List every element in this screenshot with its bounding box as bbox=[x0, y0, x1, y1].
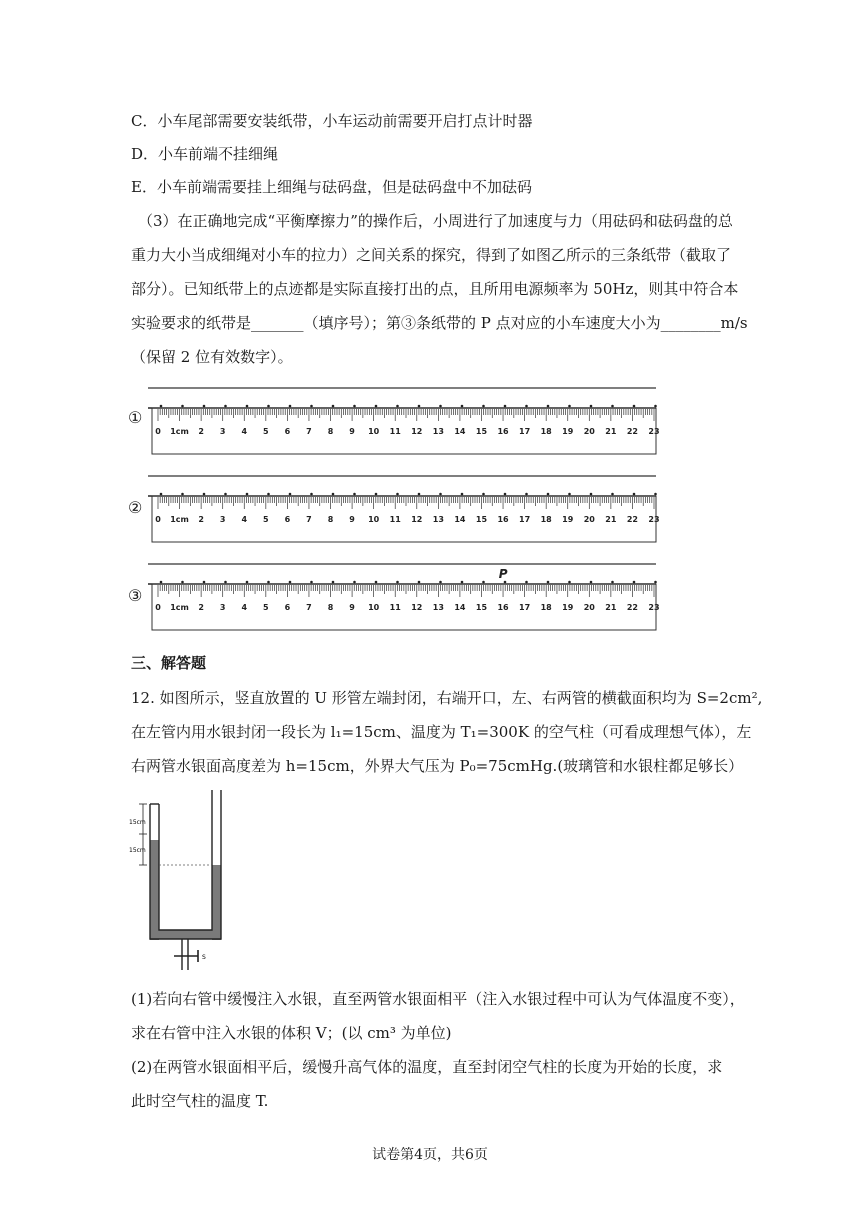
tape-dot bbox=[633, 581, 636, 584]
ruler-tick-label: 6 bbox=[284, 515, 291, 524]
ruler-tick-label: 17 bbox=[519, 427, 531, 436]
ruler-tick-label: 9 bbox=[349, 427, 355, 436]
sub2-line-2: 此时空气柱的温度 T. bbox=[131, 1092, 269, 1110]
ruler-tick-label: 3 bbox=[219, 515, 226, 524]
tapes-svg bbox=[128, 386, 658, 636]
tape-dot bbox=[461, 405, 464, 408]
tape-dot bbox=[310, 581, 313, 584]
ruler-tick-label: 2 bbox=[198, 515, 204, 524]
tape-dot bbox=[568, 493, 571, 496]
ruler-tick-label: 5 bbox=[263, 603, 269, 612]
ruler-tick-label: 18 bbox=[540, 515, 552, 524]
ruler-tick-label: 16 bbox=[497, 427, 509, 436]
tape-dot bbox=[267, 581, 270, 584]
ruler-tick-label: 7 bbox=[306, 515, 312, 524]
ruler-tick-label: 18 bbox=[540, 427, 552, 436]
ruler-tick-label: 22 bbox=[626, 515, 639, 524]
tape-dot bbox=[181, 581, 184, 584]
tape-dot bbox=[654, 405, 657, 408]
ruler-tick-label: 13 bbox=[432, 427, 444, 436]
tape-dot bbox=[654, 581, 657, 584]
section-heading: 三、解答题 bbox=[131, 654, 207, 672]
ruler-tick-label: 8 bbox=[327, 603, 334, 612]
tape-dot bbox=[525, 405, 528, 408]
ruler-tick-label: 4 bbox=[241, 515, 248, 524]
tape-dot bbox=[654, 493, 657, 496]
tape-dot bbox=[160, 581, 163, 584]
tape-dot bbox=[504, 581, 507, 584]
tape-dot bbox=[181, 493, 184, 496]
tape-dot bbox=[547, 493, 550, 496]
tape-dot bbox=[289, 405, 292, 408]
ruler-tick-label: 11 bbox=[389, 427, 401, 436]
tape-dot bbox=[590, 581, 593, 584]
q12-line-1: 12. 如图所示，竖直放置的 U 形管左端封闭，右端开口，左、右两管的横截面积均为 S=2cm², bbox=[131, 689, 763, 707]
ruler-tick-label: 3 bbox=[219, 603, 226, 612]
option-d: D．小车前端不挂细绳 bbox=[131, 145, 279, 163]
tape-dot bbox=[461, 581, 464, 584]
ruler-tick-label: 6 bbox=[284, 603, 291, 612]
tape-dot bbox=[332, 581, 335, 584]
tape-dot bbox=[396, 581, 399, 584]
tape-dot bbox=[482, 493, 485, 496]
tape-dot bbox=[547, 581, 550, 584]
q12-line-2: 在左管内用水银封闭一段长为 l₁=15cm、温度为 T₁=300K 的空气柱（可看成理想气体），左 bbox=[131, 723, 752, 741]
tape-label-3: ③ bbox=[128, 586, 143, 605]
tape-dot bbox=[590, 493, 593, 496]
tape-dot bbox=[504, 493, 507, 496]
ruler-tick-label: 7 bbox=[306, 603, 312, 612]
tape-label-1: ① bbox=[128, 408, 143, 427]
tape-dot bbox=[246, 581, 249, 584]
q12-line-3: 右两管水银面高度差为 h=15cm，外界大气压为 P₀=75cmHg.(玻璃管和水银柱都足够长） bbox=[131, 757, 744, 775]
ruler-tick-label: 20 bbox=[583, 515, 595, 524]
ruler-tick-label: 19 bbox=[562, 515, 574, 524]
tape-dot bbox=[418, 405, 421, 408]
tape-dot bbox=[160, 405, 163, 408]
ruler-tick-label: 9 bbox=[349, 603, 355, 612]
ruler-tick-label: 0 bbox=[155, 603, 161, 612]
tape-dot bbox=[353, 493, 356, 496]
ruler-tick-label: 18 bbox=[540, 603, 552, 612]
ruler-tick-label: 14 bbox=[454, 515, 466, 524]
sub1-line-1: (1)若向右管中缓慢注入水银，直至两管水银面相平（注入水银过程中可认为气体温度不变）， bbox=[131, 990, 745, 1008]
sub2-line-1: (2)在两管水银面相平后，缓慢升高气体的温度，直至封闭空气柱的长度为开始的长度，求 bbox=[131, 1058, 723, 1076]
ruler-tick-label: 16 bbox=[497, 515, 509, 524]
ruler-tick-label: 0 bbox=[155, 515, 161, 524]
tape-dot bbox=[332, 405, 335, 408]
tape-dot bbox=[353, 581, 356, 584]
tape-dot bbox=[203, 581, 206, 584]
q3-line-4: 实验要求的纸带是_______（填序号）；第③条纸带的 P 点对应的小车速度大小为________m/s bbox=[131, 314, 748, 332]
tape-label-2: ② bbox=[128, 498, 143, 517]
tape-dot bbox=[267, 405, 270, 408]
tape-dot bbox=[418, 493, 421, 496]
ruler-tick-label: 3 bbox=[219, 427, 226, 436]
tape-dot bbox=[611, 493, 614, 496]
ruler-tick-label: 15 bbox=[475, 603, 488, 612]
tape-dot bbox=[353, 405, 356, 408]
ruler-tick-label: 10 bbox=[368, 427, 380, 436]
ruler-tick-label: 15 bbox=[475, 515, 488, 524]
ruler-tick-label: 2 bbox=[198, 427, 204, 436]
ruler-tick-label: 11 bbox=[389, 603, 401, 612]
tape-dot bbox=[224, 405, 227, 408]
ruler-tick-label: 5 bbox=[263, 427, 269, 436]
ruler-tick-label: 5 bbox=[263, 515, 269, 524]
ruler-tick-label: 4 bbox=[241, 603, 248, 612]
tape-dot bbox=[439, 581, 442, 584]
ruler-tick-label: 15 bbox=[475, 427, 488, 436]
tape-dot bbox=[568, 405, 571, 408]
ruler-tick-label: 7 bbox=[306, 427, 312, 436]
tape-dot bbox=[525, 493, 528, 496]
ruler-tick-label: 17 bbox=[519, 603, 531, 612]
tape-dot bbox=[396, 405, 399, 408]
tape-figure bbox=[128, 386, 658, 636]
ruler-tick-label: 21 bbox=[605, 515, 617, 524]
ruler-tick-label: 1cm bbox=[170, 427, 189, 436]
tape-dot bbox=[332, 493, 335, 496]
ruler-tick-label: 12 bbox=[411, 515, 423, 524]
tape-dot bbox=[568, 581, 571, 584]
page-footer: 试卷第4页，共6页 bbox=[372, 1147, 488, 1163]
ruler-tick-label: 8 bbox=[327, 515, 334, 524]
ruler-tick-label: 9 bbox=[349, 515, 355, 524]
tape-dot bbox=[181, 405, 184, 408]
q3-line-3: 部分）。已知纸带上的点迹都是实际直接打出的点，且所用电源频率为 50Hz，则其中符合本 bbox=[131, 280, 739, 298]
tape-dot bbox=[633, 493, 636, 496]
tape-dot bbox=[203, 405, 206, 408]
valve-label: S bbox=[202, 954, 206, 961]
tape-dot bbox=[160, 493, 163, 496]
tape-dot bbox=[375, 493, 378, 496]
tape-dot bbox=[439, 493, 442, 496]
ruler-tick-label: 19 bbox=[562, 603, 574, 612]
dim-label-top: 15cm bbox=[129, 819, 146, 826]
ruler-tick-label: 22 bbox=[626, 603, 639, 612]
option-e: E．小车前端需要挂上细绳与砝码盘，但是砝码盘中不加砝码 bbox=[131, 178, 532, 196]
tape-dot bbox=[246, 405, 249, 408]
tape-dot bbox=[525, 581, 528, 584]
ruler-tick-label: 21 bbox=[605, 427, 617, 436]
q3-line-2: 重力大小当成细绳对小车的拉力）之间关系的探究，得到了如图乙所示的三条纸带（截取了 bbox=[131, 246, 732, 264]
ruler-tick-label: 0 bbox=[155, 427, 161, 436]
right-mercury bbox=[212, 865, 221, 940]
ruler-tick-label: 11 bbox=[389, 515, 401, 524]
bottom-mercury bbox=[150, 930, 221, 939]
left-mercury bbox=[150, 840, 159, 940]
ruler-tick-label: 14 bbox=[454, 427, 466, 436]
tape-dot bbox=[482, 581, 485, 584]
q3-line-5: （保留 2 位有效数字）。 bbox=[131, 348, 293, 366]
ruler-tick-label: 23 bbox=[648, 603, 660, 612]
ruler-tick-label: 4 bbox=[241, 427, 248, 436]
tape-dot bbox=[289, 493, 292, 496]
u-tube-diagram bbox=[128, 790, 238, 980]
ruler-tick-label: 22 bbox=[626, 427, 639, 436]
ruler-tick-label: 8 bbox=[327, 427, 334, 436]
ruler-tick-label: 10 bbox=[368, 603, 380, 612]
ruler-tick-label: 13 bbox=[432, 603, 444, 612]
tape-dot bbox=[611, 581, 614, 584]
ruler-tick-label: 1cm bbox=[170, 515, 189, 524]
tape-dot bbox=[504, 405, 507, 408]
ruler-tick-label: 1cm bbox=[170, 603, 189, 612]
point-p-label: P bbox=[498, 567, 508, 581]
ruler-tick-label: 17 bbox=[519, 515, 531, 524]
tape-dot bbox=[611, 405, 614, 408]
tape-dot bbox=[224, 493, 227, 496]
ruler-tick-label: 20 bbox=[583, 603, 595, 612]
ruler-tick-label: 23 bbox=[648, 515, 660, 524]
ruler-tick-label: 19 bbox=[562, 427, 574, 436]
tape-dot bbox=[246, 493, 249, 496]
tape-dot bbox=[375, 405, 378, 408]
option-c: C．小车尾部需要安装纸带，小车运动前需要开启打点计时器 bbox=[131, 112, 533, 130]
tape-dot bbox=[375, 581, 378, 584]
ruler-tick-label: 20 bbox=[583, 427, 595, 436]
q3-line-1: （3）在正确地完成“平衡摩擦力”的操作后，小周进行了加速度与力（用砝码和砝码盘的总 bbox=[138, 212, 733, 230]
tape-dot bbox=[289, 581, 292, 584]
tape-dot bbox=[203, 493, 206, 496]
dim-label-mid: 15cm bbox=[129, 847, 146, 854]
ruler-tick-label: 14 bbox=[454, 603, 466, 612]
ruler-tick-label: 10 bbox=[368, 515, 380, 524]
ruler-tick-label: 23 bbox=[648, 427, 660, 436]
tape-dot bbox=[482, 405, 485, 408]
tape-dot bbox=[633, 405, 636, 408]
tape-dot bbox=[267, 493, 270, 496]
ruler-tick-label: 2 bbox=[198, 603, 204, 612]
tape-dot bbox=[310, 493, 313, 496]
ruler-tick-label: 16 bbox=[497, 603, 509, 612]
tape-dot bbox=[224, 581, 227, 584]
tape-dot bbox=[461, 493, 464, 496]
tape-dot bbox=[396, 493, 399, 496]
ruler-tick-label: 6 bbox=[284, 427, 291, 436]
tape-dot bbox=[310, 405, 313, 408]
ruler-tick-label: 13 bbox=[432, 515, 444, 524]
tape-dot bbox=[590, 405, 593, 408]
tape-dot bbox=[547, 405, 550, 408]
sub1-line-2: 求在右管中注入水银的体积 V；(以 cm³ 为单位) bbox=[131, 1024, 452, 1042]
ruler-tick-label: 21 bbox=[605, 603, 617, 612]
tape-dot bbox=[439, 405, 442, 408]
tape-dot bbox=[418, 581, 421, 584]
ruler-tick-label: 12 bbox=[411, 427, 423, 436]
ruler-tick-label: 12 bbox=[411, 603, 423, 612]
